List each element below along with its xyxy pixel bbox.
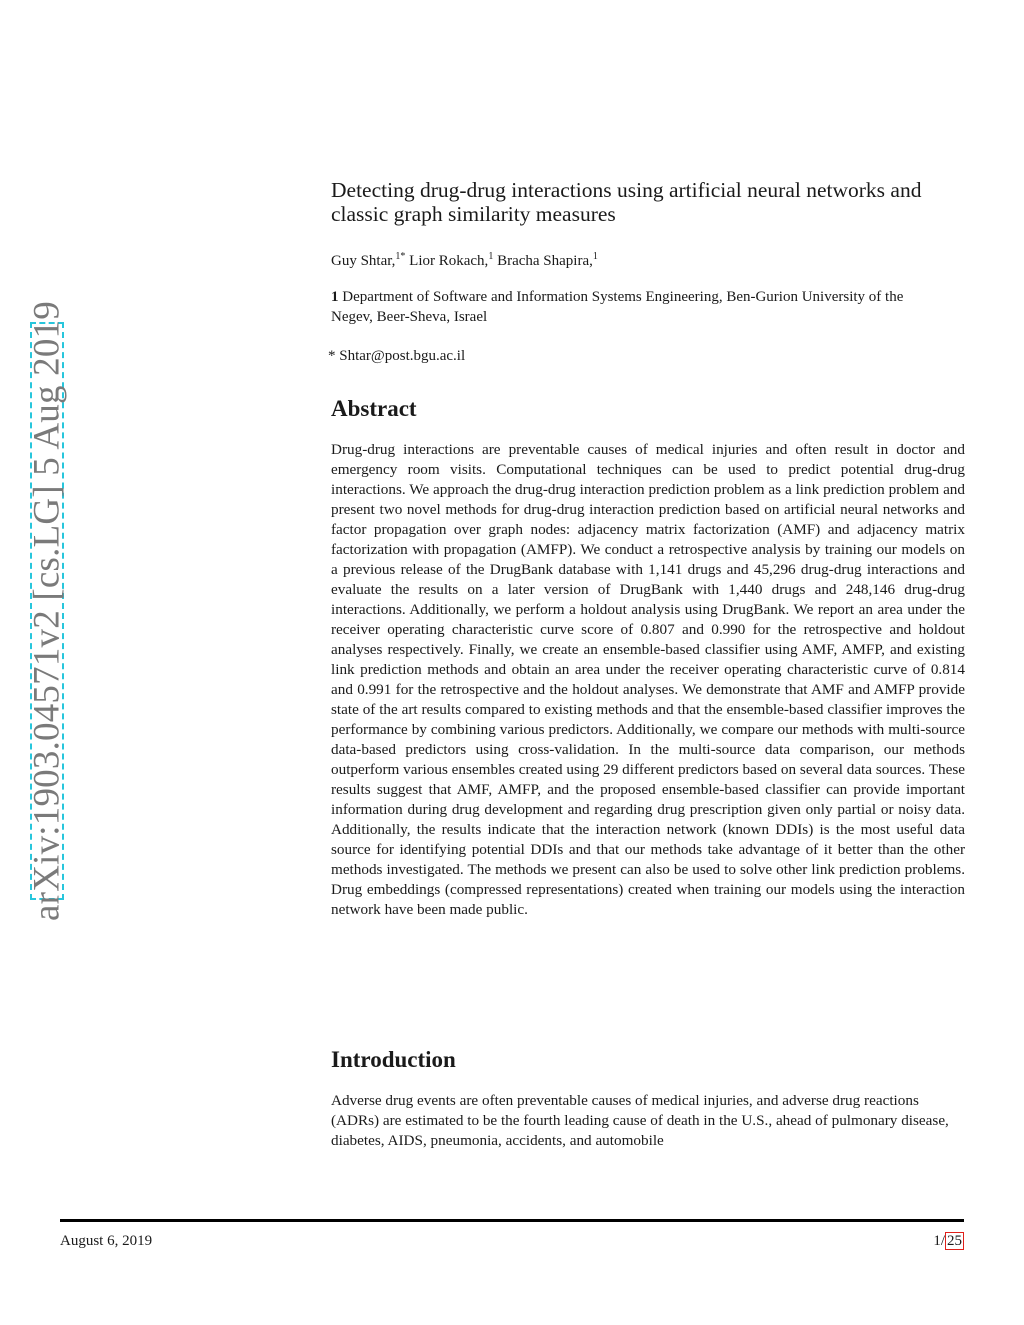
total-pages-link[interactable]: 25 bbox=[947, 1233, 962, 1249]
author-name: Guy Shtar, bbox=[331, 253, 396, 269]
paper-title: Detecting drug-drug interactions using artificial neural networks and classic graph similarity measures bbox=[331, 178, 922, 226]
email-mark: * bbox=[328, 348, 336, 364]
email-address[interactable]: Shtar@post.bgu.ac.il bbox=[339, 348, 466, 364]
author-list bbox=[331, 247, 598, 271]
abstract-body: Drug-drug interactions are preventable causes of medical injuries and often result in doctor and emergency room visits. Computational techniques can be used to predict potential drug-drug interactions. We approach the drug-drug interaction prediction problem as a link prediction problem and present two novel methods for drug-drug interaction prediction based on artificial neural networks and factor propagation over graph nodes: adjacency matrix factorization (AMF) and adjacency matrix factorization with propagation (AMFP). We conduct a retrospective analysis by training our models on a previous release of the DrugBank database with 1,141 drugs and 45,296 drug-drug interactions and evaluate the results on a later version of DrugBank with 1,440 drugs and 248,146 drug-drug interactions. Additionally, we perform a holdout analysis using DrugBank. We report an area under the receiver operating characteristic curve score of 0.807 and 0.990 for the retrospective and holdout analyses respectively. Finally, we create an ensemble-based classifier using AMF, AMFP, and existing link prediction methods and obtain an area under the receiver operating characteristic curve of 0.814 and 0.991 for the retrospective and the holdout analyses. We demonstrate that AMF and AMFP provide state of the art results compared to existing methods and that the ensemble-based classifier improves the performance by combining various predictors. Additionally, we compare our methods with multi-source data-based predictors using cross-validation. In the multi-source data comparison, our methods outperform various ensembles created using 29 different predictors based on several data sources. These results suggest that AMF, AMFP, and the proposed ensemble-based classifier can provide important information during drug development and regarding drug prescription given only partial or noisy data. Additionally, the results indicate that the interaction network (known DDIs) is the most useful data source for identifying potential DDIs and that our methods take advantage of it better than the other methods investigated. The methods we present can also be used to solve other link prediction problems. Drug embeddings (compressed representations) created when training our models using the interaction network have been made public. bbox=[331, 441, 965, 918]
footer-date: August 6, 2019 bbox=[60, 1233, 153, 1249]
author-affiliation-mark: 1* bbox=[395, 251, 406, 262]
arxiv-identifier[interactable]: arXiv:1903.04571v2 [cs.LG] 5 Aug 2019 bbox=[26, 301, 68, 921]
affiliation bbox=[331, 287, 931, 327]
author-affiliation-mark: 1 bbox=[488, 251, 494, 262]
footer-rule bbox=[60, 1219, 964, 1222]
current-page: 1/ bbox=[933, 1233, 945, 1249]
introduction-body: Adverse drug events are often preventable causes of medical injuries, and adverse drug reactions (ADRs) are estimated to be the fourth leading cause of death in the U.S., ahead of pulmonary disease, diabetes, AIDS, pneumonia, accidents, and automobile bbox=[331, 1092, 949, 1149]
corresponding-email bbox=[328, 346, 465, 366]
affiliation-text: Department of Software and Information Systems Engineering, Ben-Gurion University of the Negev, Beer-Sheva, Israel bbox=[331, 289, 904, 325]
introduction-heading: Introduction bbox=[331, 1047, 456, 1072]
author-name: Lior Rokach, bbox=[409, 253, 489, 269]
page-number bbox=[933, 1233, 964, 1250]
abstract-heading: Abstract bbox=[331, 396, 417, 421]
author-affiliation-mark: 1 bbox=[592, 251, 598, 262]
author-name: Bracha Shapira, bbox=[497, 253, 593, 269]
affiliation-number: 1 bbox=[331, 289, 339, 305]
